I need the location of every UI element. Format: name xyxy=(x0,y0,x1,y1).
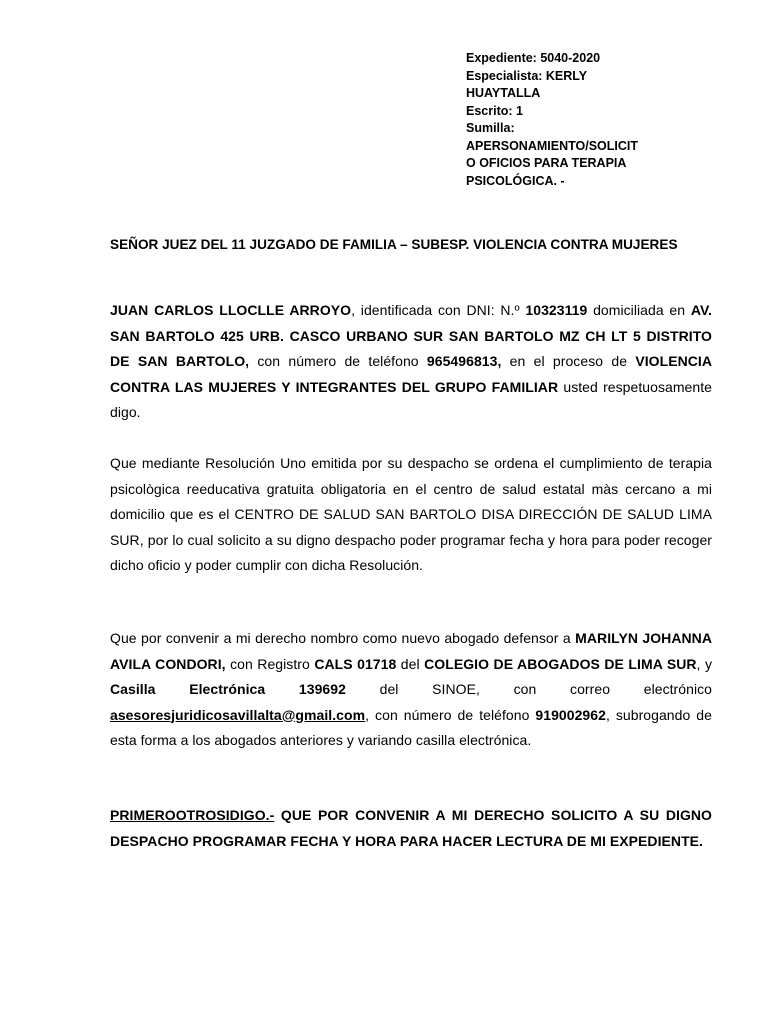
text-span: , identificada con DNI: N.º xyxy=(351,302,526,318)
electronic-box: Casilla Electrónica 139692 xyxy=(110,681,346,697)
summary-line-2: O OFICIOS PARA TERAPIA xyxy=(466,156,627,170)
text-span: del SINOE, con correo electrónico xyxy=(345,681,712,697)
text-span: domiciliada en xyxy=(587,302,691,318)
otrosi-text: QUE POR CONVENIR A MI DERECHO SOLICITO A SU DIGNO DESPACHO PROGRAMAR FECHA Y HORA PARA HACER LECTURA DE MI EXPEDIENTE. xyxy=(110,807,712,849)
text-span: con número de teléfono xyxy=(249,353,427,369)
bar-association: COLEGIO DE ABOGADOS DE LIMA SUR xyxy=(424,655,697,672)
text-span: , y xyxy=(696,655,713,672)
filing-number: Escrito: 1 xyxy=(466,103,523,118)
summary-line-1: APERSONAMIENTO/SOLICIT xyxy=(466,138,639,153)
summary-line-3: PSICOLÓGICA. - xyxy=(466,173,565,188)
petitioner-address: AV. SAN BARTOLO 425 URB. CASCO URBANO SUR SAN BARTOLO MZ CH LT 5 DISTRITO DE SAN BARTOLO, xyxy=(110,302,712,369)
lawyer-phone: 919002962 xyxy=(535,706,606,723)
text-span: usted respetuosamente digo. xyxy=(110,378,713,420)
specialist-line-2: HUAYTALLA xyxy=(466,86,541,100)
dni-number: 10323119 xyxy=(525,302,588,318)
paragraph-resolution: Que mediante Resolución Uno emitida por su despacho se ordena el cumplimiento de terapia psicològica reeducativa gratuita obligatoria en el centro de salud estatal màs cercano a mi domicilio que es el CENTRO DE SALUD SAN BARTOLO DISA DIRECCIÓN DE SALUD LIMA SUR, por lo cual solicito a su digno despacho poder programar fecha y hora para poder recoger dicho oficio y poder cumplir con dicha Resolución. xyxy=(110,455,712,573)
addressee: SEÑOR JUEZ DEL 11 JUZGADO DE FAMILIA – SUBESP. VIOLENCIA CONTRA MUJERES xyxy=(110,237,678,252)
case-number: Expediente: 5040-2020 xyxy=(466,51,601,65)
case-header xyxy=(466,50,676,190)
lawyer-email-link[interactable]: asesoresjuridicosavillalta@gmail.com xyxy=(110,706,366,723)
text-span: del xyxy=(396,655,425,672)
lawyer-name: MARILYN JOHANNA AVILA CONDORI, xyxy=(110,630,712,672)
paragraph-identification xyxy=(110,298,712,426)
petitioner-phone: 965496813, xyxy=(426,353,502,369)
paragraph-otrosi xyxy=(110,803,712,854)
otrosi-label: PRIMEROOTROSIDIGO.- xyxy=(110,807,275,823)
summary-label: Sumilla: xyxy=(466,121,515,135)
text-span: en el proceso de xyxy=(501,353,636,369)
lawyer-registry: CALS 01718 xyxy=(314,655,397,672)
text-span: , con número de teléfono xyxy=(365,706,536,723)
text-span: Que por convenir a mi derecho nombro como nuevo abogado defensor a xyxy=(110,630,576,646)
text-span: , subrogando de esta forma a los abogados anteriores y variando casilla electrónica. xyxy=(110,706,712,748)
paragraph-lawyer xyxy=(110,626,712,754)
petitioner-name: JUAN CARLOS LLOCLLE ARROYO xyxy=(110,302,352,318)
specialist-line-1: Especialista: KERLY xyxy=(466,68,588,83)
text-span: con Registro xyxy=(225,655,315,672)
process-name: VIOLENCIA CONTRA LAS MUJERES Y INTEGRANTES DEL GRUPO FAMILIAR xyxy=(110,353,713,395)
